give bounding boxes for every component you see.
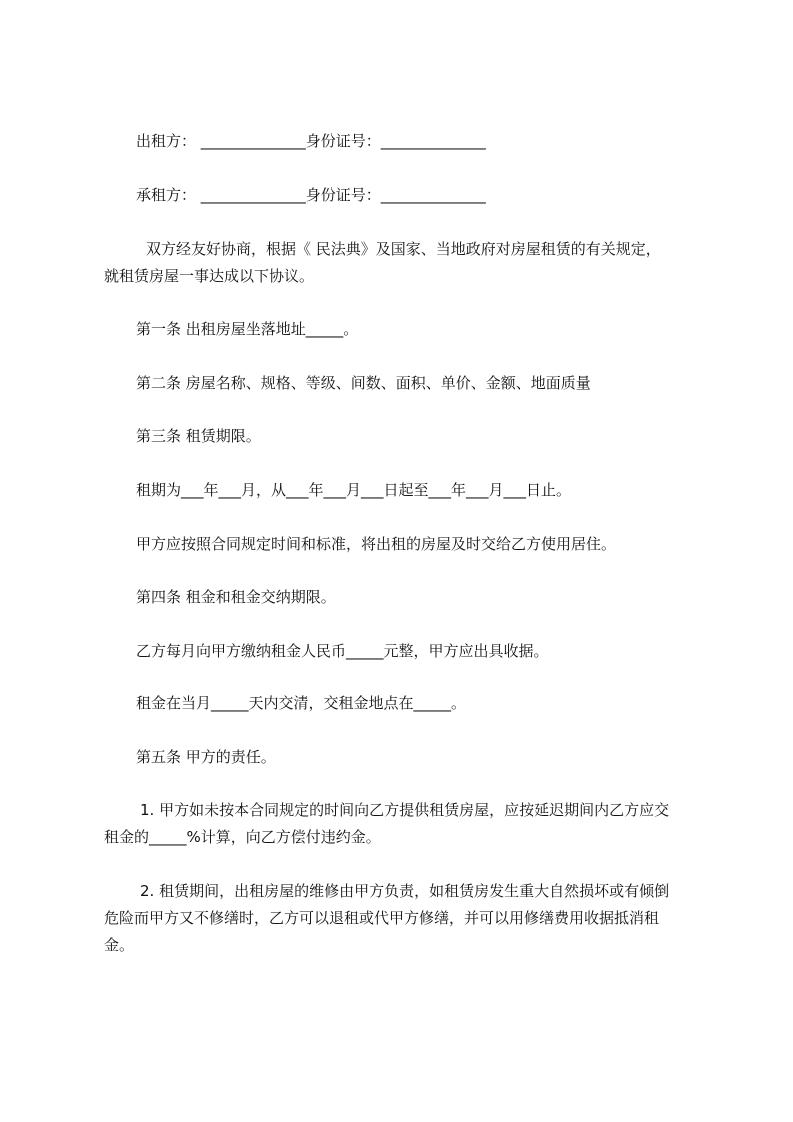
intro-line-1: 双方经友好协商，根据《 民法典》及国家、当地政府对房屋租赁的有关规定， [146, 240, 661, 258]
rent-monthly: 乙方每月向甲方缴纳租金人民币_____元整，甲方应出具收据。 [136, 642, 549, 660]
rent-payment: 租金在当月_____天内交清，交租金地点在_____。 [136, 694, 467, 712]
clause-1-line-1: 1. 甲方如未按本合同规定的时间向乙方提供租赁房屋，应按延迟期间内乙方应交 [140, 801, 670, 819]
clause-2-line-3: 金。 [104, 936, 135, 954]
clause-2-line-1: 2. 租赁期间，出租房屋的维修由甲方负责，如租赁房发生重大自然损坏或有倾倒 [140, 882, 670, 900]
lessee-line: 承租方： ______________身份证号：______________ [136, 186, 486, 204]
article-3: 第三条 租赁期限。 [136, 427, 261, 445]
clause-2-line-2: 危险而甲方又不修缮时，乙方可以退租或代甲方修缮，并可以用修缮费用收据抵消租 [104, 909, 660, 927]
article-1: 第一条 出租房屋坐落地址_____。 [136, 320, 359, 338]
article-5: 第五条 甲方的责任。 [136, 748, 276, 766]
article-4: 第四条 租金和租金交纳期限。 [136, 588, 336, 606]
handover-clause: 甲方应按照合同规定时间和标准，将出租的房屋及时交给乙方使用居住。 [136, 535, 617, 553]
intro-line-2: 就租赁房屋一事达成以下协议。 [104, 267, 315, 285]
article-2: 第二条 房屋名称、规格、等级、间数、面积、单价、金额、地面质量 [136, 374, 591, 392]
lease-term: 租期为___年___月，从___年___月___日起至___年___月___日止。 [136, 481, 572, 499]
clause-1-line-2: 租金的_____%计算，向乙方偿付违约金。 [104, 828, 381, 846]
lessor-line: 出租方： ______________身份证号：______________ [136, 132, 486, 150]
